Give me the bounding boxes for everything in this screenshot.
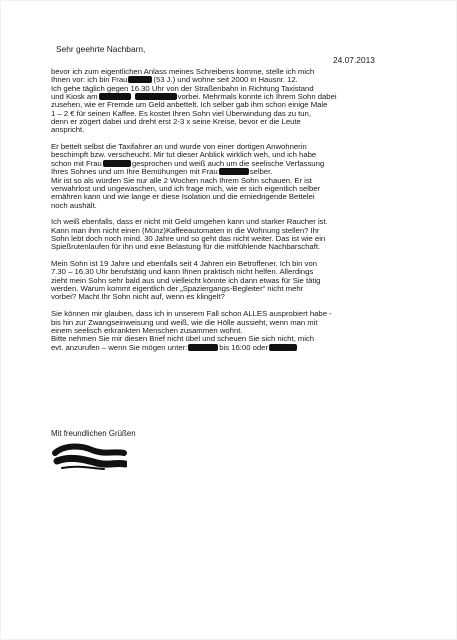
text-run: schon mit Frau <box>51 158 102 168</box>
text-run: bevor ich zum eigentlichen Anlass meines Schreibens komme, stelle ich mich <box>51 67 315 76</box>
redaction-bar <box>219 168 249 175</box>
text-run: evt. anzurufen – wenn Sie mögen unter: <box>51 342 188 352</box>
paragraph <box>51 68 427 135</box>
paragraph <box>51 143 427 210</box>
text-line <box>51 243 427 251</box>
text-run: beschimpft bzw. verscheucht. Mir tut dieser Anblick wirklich weh, und ich habe <box>51 150 317 160</box>
text-run: (53 J.) und wohne seit 2000 in Hausnr. 12. <box>153 75 298 85</box>
text-line <box>51 293 427 301</box>
text-run: noch aushält. <box>51 200 97 210</box>
text-run: gesprochen und weiß auch um die seelische Verfassung <box>131 158 325 168</box>
text-run: einem seelisch erkrankten Menschen zusammen wohnt. <box>51 325 243 335</box>
redaction-bar <box>135 93 177 100</box>
text-run: selber. <box>249 167 273 177</box>
text-run: Er bettelt selbst die Taxifahrer an und wurde von einer dortigen Anwohnerin <box>51 142 307 152</box>
paragraph <box>51 310 427 352</box>
text-run: vorbei? Macht Ihr Sohn nicht auf, wenn es klingelt? <box>51 292 225 302</box>
text-run: Bitte nehmen Sie mir diesen Brief nicht übel und scheuen Sie sich nicht, mich <box>51 334 315 344</box>
text-run: werden. Warum kommt eigentlich der „Spaziergangs-Begleiter“ nicht mehr <box>51 284 304 294</box>
text-run: bis 16:00 oder <box>219 342 268 352</box>
text-run: Mein Sohn ist 19 Jahre und ebenfalls seit 4 Jahren ein Betroffener. Ich bin von <box>51 259 317 269</box>
closing: Mit freundlichen Grüßen <box>51 429 136 438</box>
text-run: denn er zögert dabei und dreht erst 2-3 x seine Kreise, bevor er die Leute <box>51 117 301 127</box>
text-run: bis hin zur Zwangseinweisung und weiß, wie die Hölle aussieht, wenn man mit <box>51 317 318 327</box>
redacted-signature <box>52 441 127 471</box>
text-run: und Kiosk am <box>51 92 98 102</box>
text-line <box>51 202 427 210</box>
text-run: 7.30 – 16.30 Uhr berufstätig und kann Ihnen praktisch nicht helfen. Allerdings <box>51 267 314 277</box>
text-line <box>51 344 427 352</box>
text-run: zusehen, wie er Fremde um Geld anbettelt. Ich selber gab ihm schon einige Male <box>51 100 328 110</box>
text-line <box>51 118 427 126</box>
text-run: Sie können mir glauben, dass ich in unserem Fall schon ALLES ausprobiert habe - <box>51 309 332 319</box>
text-line <box>51 193 427 201</box>
text-run: verwahrlost und ungewaschen, und ich frage mich, wie er sich eigentlich selber <box>51 183 321 193</box>
letter-date: 24.07.2013 <box>333 55 375 65</box>
redaction-bar <box>128 76 152 83</box>
text-run: ernähren kann und wie lange er diese Isolation und die erniedrigende Bettelei <box>51 192 315 202</box>
text-run: Sohn lebt doch noch mind. 30 Jahre und so geht das nicht weiter. Das ist wie ein <box>51 233 326 243</box>
text-run: Mir ist so als würden Sie nur alle 2 Wochen nach Ihrem Sohn schauen. Er ist <box>51 175 312 185</box>
paragraph <box>51 218 427 251</box>
redaction-bar <box>269 344 297 351</box>
text-run: anspricht. <box>51 125 85 135</box>
redaction-bar <box>188 344 218 351</box>
text-run: Ihres Sohnes und um Ihre Bemühungen mit Frau <box>51 167 218 177</box>
text-run: vorbei. Mehrmals konnte ich Ihrem Sohn dabei <box>177 92 337 102</box>
text-run: Ihnen vor: ich bin Frau <box>51 75 128 85</box>
text-run: Ich weiß ebenfalls, dass er nicht mit Geld umgehen kann und starker Raucher ist. <box>51 217 328 227</box>
text-line <box>51 126 427 134</box>
redaction-bar <box>99 93 131 100</box>
text-run: Spießrutenlaufen für ihn und eine Belastung für die mitfühlende Nachbarschaft. <box>51 242 321 252</box>
redaction-bar <box>103 160 131 167</box>
letter-body <box>51 68 427 360</box>
text-run: zieht mein Sohn sehr bald aus und vielleicht könnte ich dann etwas für Sie tätig <box>51 275 321 285</box>
paragraph <box>51 260 427 302</box>
text-run: Kann man ihm nicht einen (Münz)Kaffeeautomaten in die Wohnung stellen? Ihr <box>51 225 320 235</box>
text-run: Ich gehe täglich gegen 16.30 Uhr von der Straßenbahn in Richtung Taxistand <box>51 83 314 93</box>
salutation: Sehr geehrte Nachbarn, <box>56 44 146 54</box>
text-run: 1 – 2 € für seinen Kaffee. Es kostet Ihren Sohn viel Überwindung das zu tun, <box>51 108 311 118</box>
